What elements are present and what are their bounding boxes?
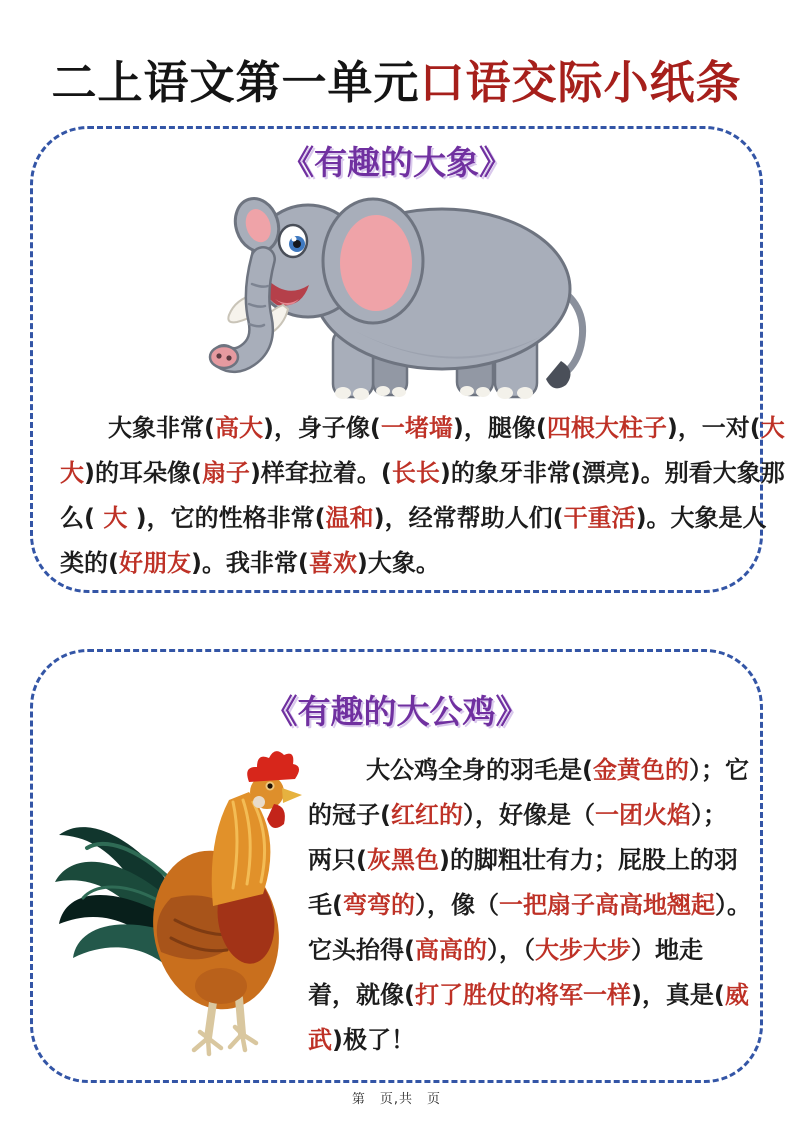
answer-word: 一团火焰 — [594, 801, 691, 829]
text-line — [60, 541, 736, 586]
text-segment: )大象。 — [356, 549, 440, 577]
rooster-paragraph — [308, 748, 751, 1063]
answer-word: 扇子 — [201, 459, 250, 487]
answer-word: 喜欢 — [308, 549, 357, 577]
text-segment: 毛( — [308, 891, 343, 919]
text-segment: 两只( — [308, 846, 367, 874]
answer-word: 大 — [103, 504, 128, 532]
text-line — [60, 496, 767, 541]
answer-word: 打了胜仗的将军一样 — [414, 981, 631, 1009]
text-segment: )，身子像( — [262, 414, 381, 442]
text-segment: )的象牙非常(漂亮)。别看大象那 — [439, 459, 785, 487]
text-line — [308, 973, 749, 1018]
text-segment: )，一对( — [666, 414, 761, 442]
text-segment: ），好像是（ — [462, 801, 595, 829]
answer-word: 高高的 — [414, 936, 487, 964]
elephant-card-title: 《有趣的大象》 — [281, 143, 512, 182]
rooster-image — [53, 740, 319, 1070]
text-segment: )。大象是人 — [635, 504, 767, 532]
text-segment: ）地走 — [630, 936, 703, 964]
text-line — [308, 1018, 744, 1063]
answer-word: 一堵墙 — [380, 414, 453, 442]
text-line — [308, 838, 744, 883]
page-title-black-part: 二上语文第一单元 — [51, 56, 420, 109]
elephant-card — [30, 126, 785, 593]
text-segment: ）； — [690, 801, 727, 829]
text-segment: )，经常帮助人们( — [373, 504, 564, 532]
text-segment: 大象非常( — [108, 414, 215, 442]
elephant-image — [205, 179, 609, 413]
text-line — [308, 793, 744, 838]
text-segment: 着，就像( — [308, 981, 415, 1009]
rooster-card-title: 《有趣的大公鸡》 — [264, 692, 529, 731]
text-segment: 的冠子( — [308, 801, 391, 829]
answer-word: 好朋友 — [118, 549, 191, 577]
answer-word: 一把扇子高高地翘起 — [498, 891, 715, 919]
rooster-photo-graphic — [53, 740, 319, 1070]
elephant-paragraph — [60, 406, 785, 586]
text-line — [60, 451, 785, 496]
text-segment: )，真是( — [630, 981, 725, 1009]
text-segment: 大公鸡全身的羽毛是( — [366, 756, 593, 784]
answer-word: 高大 — [214, 414, 263, 442]
elephant-cartoon-graphic — [205, 179, 609, 413]
footer-page-number: 第 页,共 页 — [351, 1092, 442, 1107]
text-segment: 它头抬得( — [308, 936, 415, 964]
text-line — [308, 748, 749, 793]
answer-word: 四根大柱子 — [546, 414, 667, 442]
text-segment: )。我非常( — [190, 549, 309, 577]
text-segment: )，腿像( — [452, 414, 547, 442]
answer-word: 武 — [308, 1026, 332, 1054]
answer-word: 弯弯的 — [342, 891, 415, 919]
text-line — [308, 928, 744, 973]
text-segment: )的耳朵像( — [84, 459, 202, 487]
text-segment: 么( — [60, 504, 104, 532]
text-segment: ），像（ — [414, 891, 499, 919]
answer-word: 大步大步 — [534, 936, 631, 964]
answer-word: 大 — [60, 459, 84, 487]
text-line — [60, 406, 785, 451]
answer-word: 灰黑色 — [366, 846, 439, 874]
answer-word: 金黄色的 — [592, 756, 689, 784]
text-segment: ）；它 — [688, 756, 749, 784]
text-segment: )的脚粗壮有力；屁股上的羽 — [438, 846, 738, 874]
text-line — [308, 883, 751, 928]
text-segment: ）。 — [714, 891, 751, 919]
answer-word: 干重活 — [563, 504, 636, 532]
text-segment: ），（ — [486, 936, 535, 964]
text-segment: )，它的性格非常( — [127, 504, 326, 532]
page-title — [0, 46, 793, 111]
text-segment: )极了！ — [332, 1026, 415, 1054]
page-title-red-part: 口语交际小纸条 — [419, 56, 742, 109]
answer-word: 长长 — [391, 459, 440, 487]
answer-word: 温和 — [325, 504, 374, 532]
rooster-card — [30, 649, 763, 1083]
answer-word: 大 — [760, 414, 785, 442]
text-segment: )样耷拉着。( — [249, 459, 392, 487]
answer-word: 红红的 — [390, 801, 463, 829]
text-segment: 类的( — [60, 549, 119, 577]
answer-word: 威 — [724, 981, 749, 1009]
